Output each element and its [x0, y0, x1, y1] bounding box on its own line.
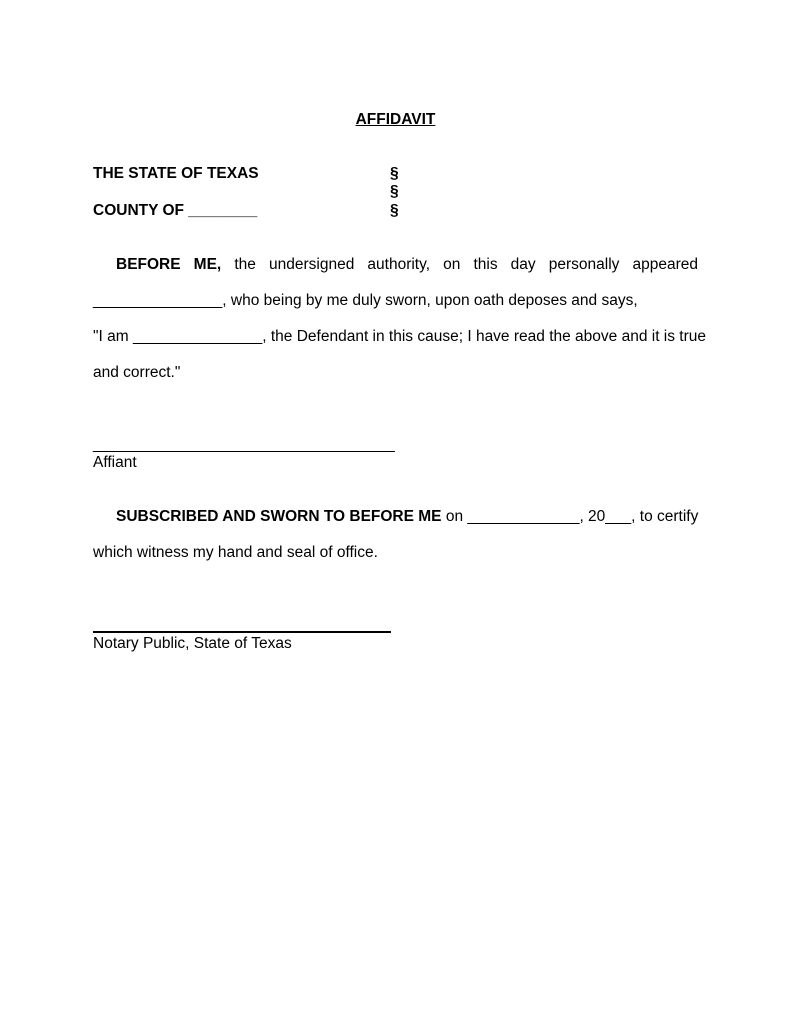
- caption-state: THE STATE OF TEXAS: [93, 165, 259, 182]
- paragraph1-line3: "I am _______________, the Defendant in this cause; I have read the above and it is true: [93, 328, 707, 345]
- paragraph2-line2: which witness my hand and seal of office.: [93, 544, 378, 561]
- paragraph1-lead: BEFORE ME,: [116, 256, 222, 273]
- affiant-signature-line: ___________________________________: [93, 436, 395, 453]
- document-title: AFFIDAVIT: [355, 111, 436, 128]
- paragraph2-line1: [93, 508, 698, 526]
- caption-county: COUNTY OF ________: [93, 202, 258, 219]
- notary-signature-line: [93, 631, 391, 633]
- paragraph1-line1: [93, 256, 698, 274]
- paragraph1-line4: and correct.": [93, 364, 181, 381]
- paragraph2-lead: SUBSCRIBED AND SWORN TO BEFORE ME: [116, 508, 442, 525]
- paragraph1-line1-text: the undersigned authority, on this day personally appeared: [234, 256, 699, 273]
- section-symbol-2: §: [390, 183, 399, 200]
- section-symbol-3: §: [390, 202, 399, 219]
- paragraph2-line1-text: on _____________, 20___, to certify: [445, 508, 699, 525]
- paragraph1-line2: _______________, who being by me duly sworn, upon oath deposes and says,: [93, 292, 638, 309]
- section-symbol-1: §: [390, 165, 399, 182]
- notary-label: Notary Public, State of Texas: [93, 635, 292, 652]
- affiant-label: Affiant: [93, 454, 137, 471]
